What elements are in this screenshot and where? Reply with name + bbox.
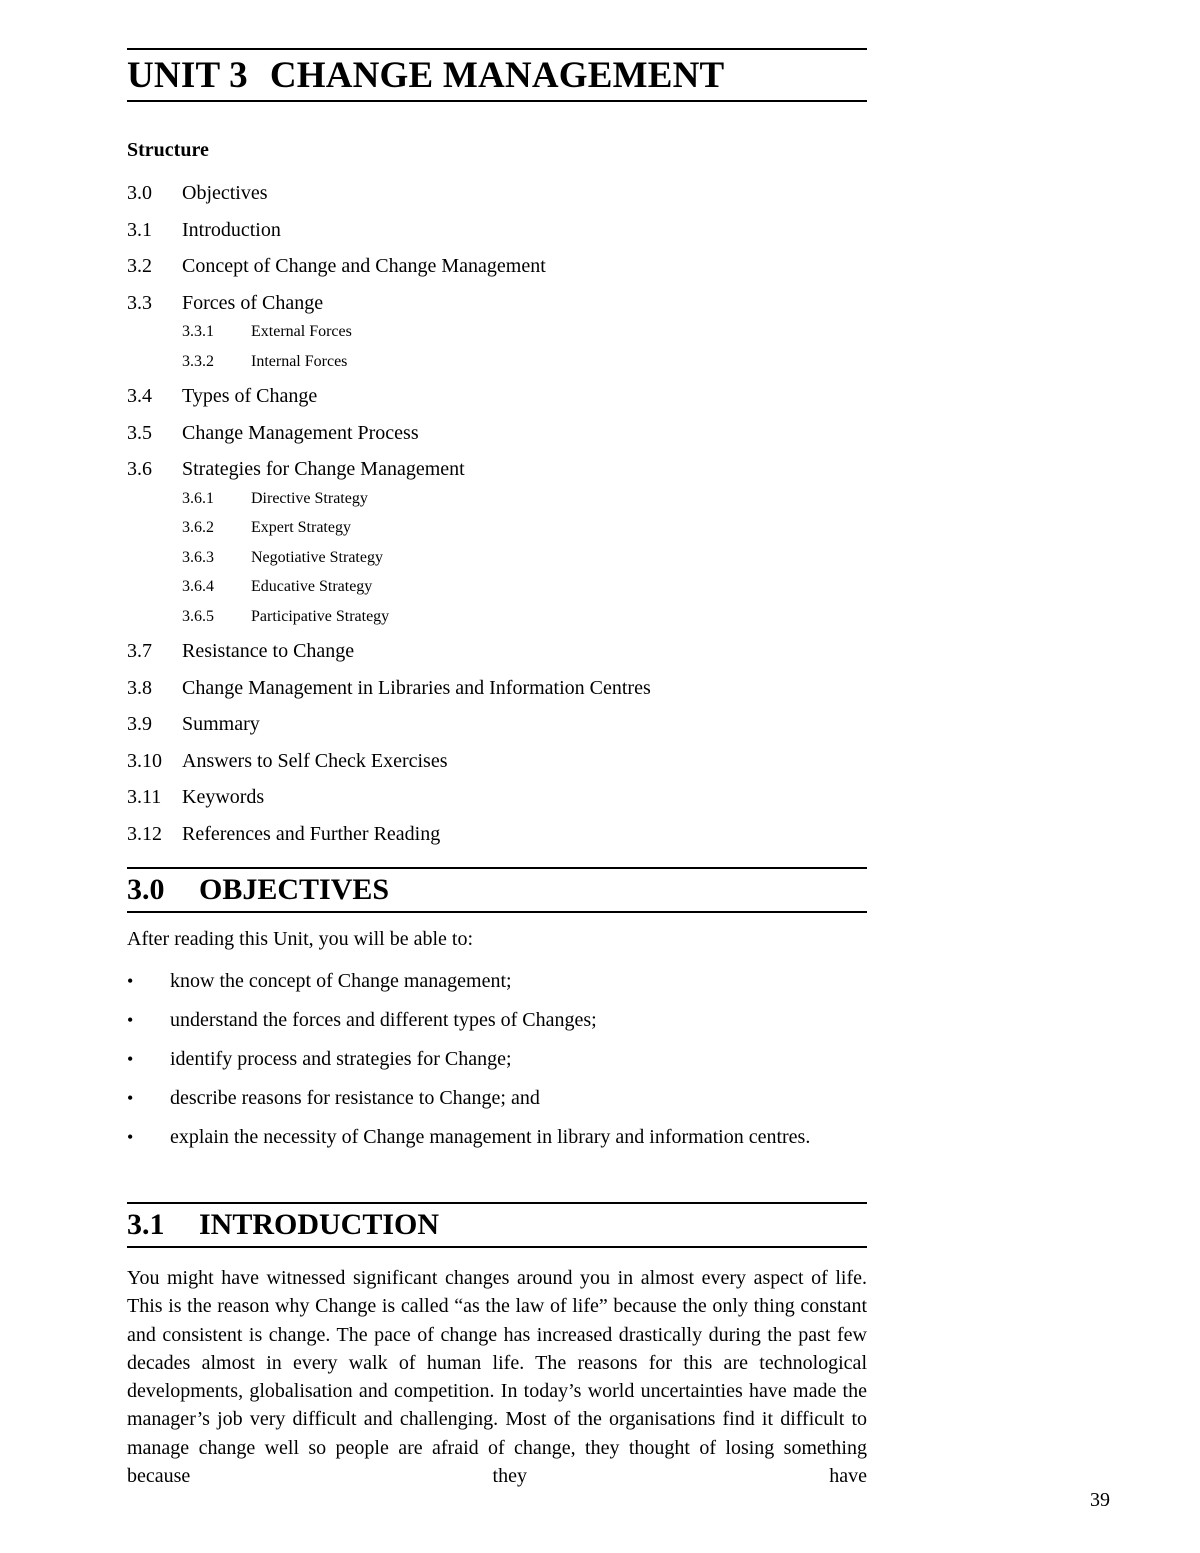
toc-number: 3.6.3 [182,548,214,566]
unit-header [127,48,867,102]
objective-item [127,1084,867,1112]
toc-entry [127,381,867,418]
toc-label: Answers to Self Check Exercises [182,749,448,772]
page-number: 39 [1090,1489,1110,1511]
unit-title-heading [127,50,867,100]
toc-number: 3.3.2 [182,352,214,370]
bullet-icon: • [127,1088,134,1108]
unit-number: UNIT 3 [127,55,248,96]
objective-text: know the concept of Change management; [170,970,512,992]
toc-number: 3.12 [127,822,162,845]
toc-entry [127,215,867,252]
toc-subentry [127,320,867,350]
bullet-icon: • [127,971,134,991]
toc-label: Concept of Change and Change Management [182,255,546,277]
toc-number: 3.6 [127,458,152,480]
toc-label: Directive Strategy [251,489,368,507]
toc-label: External Forces [251,323,352,340]
toc-number: 3.3.1 [182,323,214,340]
section-title: OBJECTIVES [199,873,390,906]
objectives-header [127,867,867,913]
objectives-intro: After reading this Unit, you will be able to: [127,928,474,950]
toc-number: 3.6.1 [182,489,214,507]
toc-entry [127,251,867,288]
toc-entry [127,746,867,783]
toc-number: 3.10 [127,749,162,772]
objective-text: explain the necessity of Change management in library and information centres. [170,1126,811,1148]
toc-number: 3.0 [127,182,152,204]
toc-label: Internal Forces [251,352,348,370]
objective-item [127,1045,867,1073]
toc-number: 3.5 [127,421,152,444]
section-number: 3.0 [127,873,165,906]
toc-number: 3.4 [127,385,152,407]
toc-label: Summary [182,713,260,735]
introduction-paragraph: You might have witnessed significant changes around you in almost every aspect of life. This is the reason why Change is called “as the law of life” because the only thing constant and consistent is change. The pace of change has increased drastically during the past few decades almost in every walk of human life. The reasons for this are technological developments, globalisation and competition. In today’s world uncertainties have made the manager’s job very difficult and challenging. Most of the organisations find it difficult to manage change well so people are afraid of change, they thought of losing something because they have [127,1267,867,1488]
toc-label: Change Management Process [182,421,419,444]
toc-subentry [127,516,867,546]
introduction-heading [127,1204,867,1246]
toc-label: Participative Strategy [251,607,390,625]
toc-label: Negotiative Strategy [251,548,383,566]
toc-entry [127,288,867,325]
toc-label: Introduction [182,218,281,241]
objective-text: describe reasons for resistance to Change; and [170,1087,540,1109]
toc-label: References and Further Reading [182,822,441,845]
toc-label: Types of Change [182,385,318,407]
toc-subentry [127,546,867,576]
toc-label: Resistance to Change [182,640,355,662]
toc-number: 3.6.2 [182,519,214,536]
introduction-header [127,1202,867,1248]
unit-title: CHANGE MANAGEMENT [269,55,725,96]
toc-entry [127,418,867,455]
objective-item [127,1006,867,1034]
toc-entry [127,673,867,710]
toc-entry [127,819,867,856]
toc-subentry [127,605,867,635]
toc-subentry [127,350,867,380]
toc-label: Strategies for Change Management [182,458,465,480]
toc-subentry [127,487,867,517]
objective-item [127,1123,867,1151]
toc-number: 3.9 [127,713,152,735]
bottom-rule [127,100,867,102]
toc-label: Objectives [182,182,268,204]
toc-label: Keywords [182,786,265,808]
section-number: 3.1 [127,1208,165,1241]
toc-label: Change Management in Libraries and Information Centres [182,676,651,699]
bottom-rule [127,911,867,913]
toc-entry [127,178,867,215]
toc-number: 3.6.5 [182,607,214,625]
toc-entry [127,454,867,491]
bullet-icon: • [127,1049,134,1069]
toc-number: 3.3 [127,291,152,314]
objective-item [127,967,867,995]
toc-number: 3.7 [127,640,152,662]
bullet-icon: • [127,1127,134,1147]
toc-entry [127,782,867,819]
toc-number: 3.11 [127,786,162,808]
toc-entry [127,636,867,673]
toc-number: 3.2 [127,255,152,277]
toc-number: 3.6.4 [182,578,214,595]
table-of-contents [127,178,867,855]
objectives-heading [127,869,867,911]
toc-label: Expert Strategy [251,519,351,536]
toc-number: 3.1 [127,218,152,241]
structure-label: Structure [127,139,209,161]
toc-label: Forces of Change [182,291,324,314]
toc-label: Educative Strategy [251,578,373,595]
objective-text: identify process and strategies for Change; [170,1048,512,1070]
toc-entry [127,709,867,746]
objective-text: understand the forces and different types of Changes; [170,1009,597,1031]
section-title: INTRODUCTION [199,1208,440,1241]
objectives-list [127,967,867,1162]
toc-number: 3.8 [127,676,152,699]
bottom-rule [127,1246,867,1248]
bullet-icon: • [127,1010,134,1030]
toc-subentry [127,575,867,605]
